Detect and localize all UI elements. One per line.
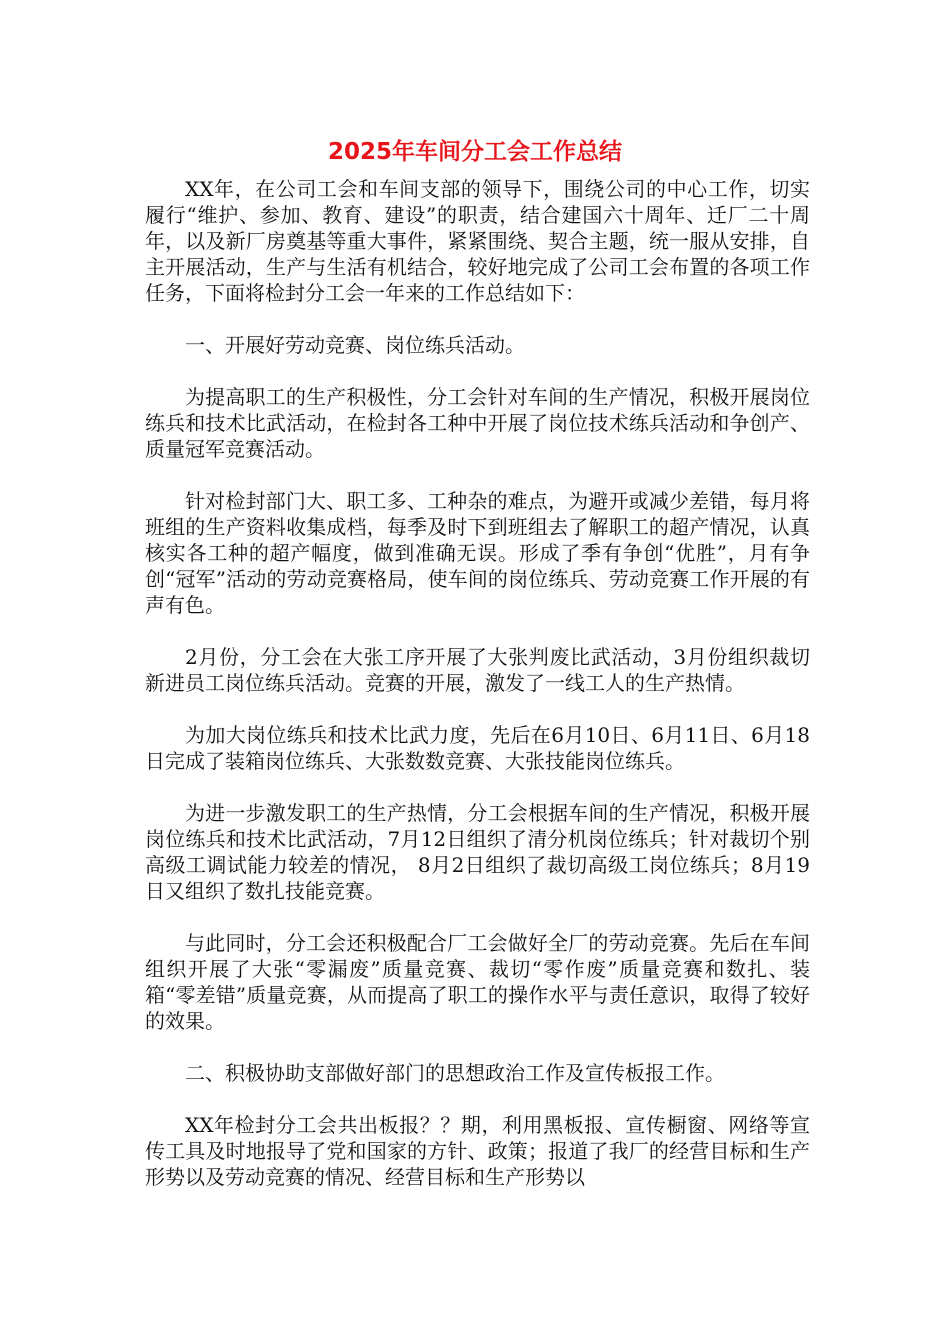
paragraph: 为进一步激发职工的生产热情，分工会根据车间的生产情况，积极开展岗位练兵和技术比武活动，7月12日组织了清分机岗位练兵；针对裁切个别高级工调试能力较差的情况， 8月2日组织了裁切高级工岗位练兵；8月19日又组织了数扎技能竞赛。	[145, 801, 810, 903]
paragraph: 与此同时，分工会还积极配合厂工会做好全厂的劳动竞赛。先后在车间组织开展了大张“零漏废”质量竞赛、裁切“零作废”质量竞赛和数扎、装箱“零差错”质量竞赛，从而提高了职工的操作水平与责任意识，取得了较好的效果。	[145, 931, 810, 1033]
section-heading-1: 一、开展好劳动竞赛、岗位练兵活动。	[185, 333, 525, 357]
document-body	[145, 176, 810, 1216]
paragraph-intro: XX年，在公司工会和车间支部的领导下，围绕公司的中心工作，切实履行“维护、参加、教育、建设”的职责，结合建国六十周年、迁厂二十周年，以及新厂房奠基等重大事件，紧紧围绕、契合主题，统一服从安排，自主开展活动，生产与生活有机结合，较好地完成了公司工会布置的各项工作任务，下面将检封分工会一年来的工作总结如下：	[145, 177, 810, 305]
paragraph: 2月份，分工会在大张工序开展了大张判废比武活动，3月份组织裁切新进员工岗位练兵活动。竞赛的开展，激发了一线工人的生产热情。	[145, 645, 810, 695]
document-title: 2025年车间分工会工作总结	[327, 139, 622, 165]
paragraph: 针对检封部门大、职工多、工种杂的难点，为避开或减少差错，每月将班组的生产资料收集成档，每季及时下到班组去了解职工的超产情况，认真核实各工种的超产幅度，做到准确无误。形成了季有争创“优胜”，月有争创“冠军”活动的劳动竞赛格局，使车间的岗位练兵、劳动竞赛工作开展的有声有色。	[145, 489, 810, 617]
section-heading-2: 二、积极协助支部做好部门的思想政治工作及宣传板报工作。	[185, 1061, 725, 1085]
paragraph: XX年检封分工会共出板报？？期，利用黑板报、宣传橱窗、网络等宣传工具及时地报导了党和国家的方针、政策；报道了我厂的经营目标和生产形势以及劳动竞赛的情况、经营目标和生产形势以	[145, 1113, 810, 1189]
paragraph: 为加大岗位练兵和技术比武力度，先后在6月10日、6月11日、6月18日完成了装箱岗位练兵、大张数数竞赛、大张技能岗位练兵。	[145, 723, 810, 773]
paragraph: 为提高职工的生产积极性，分工会针对车间的生产情况，积极开展岗位练兵和技术比武活动，在检封各工种中开展了岗位技术练兵活动和争创产、质量冠军竞赛活动。	[145, 385, 810, 461]
